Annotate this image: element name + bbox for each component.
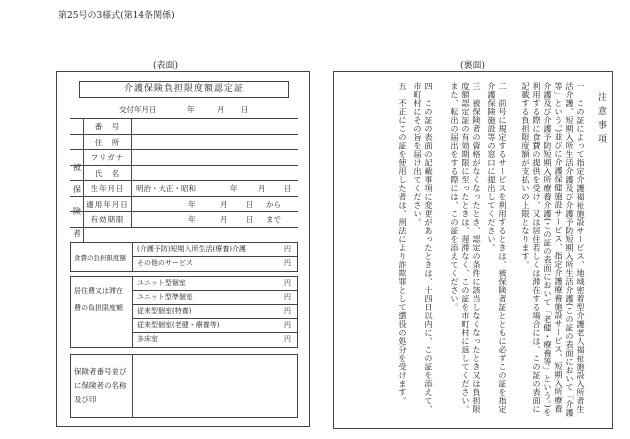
note-2: 二 前号に規定するサービスを利用するときは、被保険者証とともに必ずこの証を指定介護保険施設等の窓口に提出してください。 (487, 82, 508, 414)
note-3: 三 被保険者の資格がなくなったとき、認定の条件に該当しなくなったとき又は負担限度額認定証の有効期限に至ったときは、遅滞なく、この証を市町村に返してください。また、転出の届出をする際には、この証を添えてください。 (450, 82, 482, 414)
issue-date-label: 交付年月日 (119, 105, 157, 114)
address-label: 住 所 (84, 135, 132, 150)
front-card: 介護保険負担限度額認定証 交付年月日 年 月 日 被保険者 番 号 住 所 フリガナ 氏 名 生年月日 明治・大正・昭和 年 月 日 適用年月日 年 月 日 から 有効期限 年 月 日 まで 食費の負担限度額 (介護予防)短期入所生活(療養)介護 円 その他のサービス 円 居住費又は滞在費の負担限度額 ユニット型個室 円 ユニット型準個室 円 従来型個室(特養) 円 従来型個室(老健・療養等) 円 多床室 円 保険者番号並びに保険者の名称及び印 (56, 71, 310, 427)
back-card (333, 71, 613, 429)
furigana-label: フリガナ (84, 150, 132, 165)
note-4: 四 この証の表面の記載事項に変更があったときは、十四日以内に、この証を添えて、市町村にその旨を届け出てください。 (413, 82, 434, 414)
back-caption: (裏面) (460, 61, 486, 71)
number-label: 番 号 (84, 119, 132, 134)
valid-period-label: 有効期限 (84, 212, 132, 227)
form-number: 第25号の3様式(第14条関係) (58, 11, 175, 21)
note-1: 一 この証によって指定介護福祉施設サービス、地域密着型介護老人福祉施設入所者生活介護、短期入所生活介護及び介護予防短期入所生活介護(この証の表面において「介護等」という。)並びに介護保健施設サービス、指定介護療養施設サービス、短期入所療養介護及び介護予防短期入所療養介護(この証の表面において「老健・療養等」という。)を利用する際に食費の提供を受け、又は居住若しくは滞在する場合には、この証の表面に記載する負担限度額が支払いの上限となります。 (521, 82, 586, 417)
applied-date-label: 適用年月日 (84, 197, 132, 212)
insurer-section (70, 354, 298, 418)
living-item-multi-bed: 多床室 円 (137, 335, 291, 343)
from-label: から (266, 199, 281, 209)
front-caption: (表面) (153, 61, 179, 71)
insurer-label: 保険者番号並びに保険者の名称及び印 (71, 355, 133, 417)
insured-info-grid: 被保険者 番 号 住 所 フリガナ 氏 名 生年月日 明治・大正・昭和 年 月 日 適用年月日 年 月 日 から 有効期限 年 月 日 まで (70, 118, 298, 228)
living-section (70, 276, 298, 348)
until-label: まで (266, 215, 281, 224)
meal-item-other: その他のサービス 円 (137, 259, 291, 267)
insured-group-label: 被保険者 (73, 163, 81, 238)
name-label: 氏 名 (84, 166, 132, 181)
living-item-conv-tokuyou: 従来型個室(特養) 円 (133, 305, 297, 319)
living-item-unit-semi: ユニット型準個室 円 (133, 291, 297, 305)
living-label: 居住費又は滞在費の負担限度額 (71, 277, 133, 347)
notes-heading: 注意事項 (596, 92, 606, 148)
certificate-title: 介護保険負担限度額認定証 (79, 81, 289, 98)
meal-label: 食費の負担限度額 (71, 243, 133, 271)
meal-item-short-stay: (介護予防)短期入所生活(療養)介護 円 (133, 243, 297, 257)
meal-section (70, 242, 298, 272)
note-5: 五 不正にこの証を使用した者は、刑法により詐欺罪として懲役の処分を受けます。 (398, 82, 408, 405)
birth-eras: 明治・大正・昭和 (136, 184, 196, 193)
birth-label: 生年月日 (84, 181, 132, 196)
living-item-unit-private: ユニット型個室 円 (133, 277, 297, 291)
living-item-conv-roken: 従来型個室(老健・療養等) 円 (133, 319, 297, 333)
